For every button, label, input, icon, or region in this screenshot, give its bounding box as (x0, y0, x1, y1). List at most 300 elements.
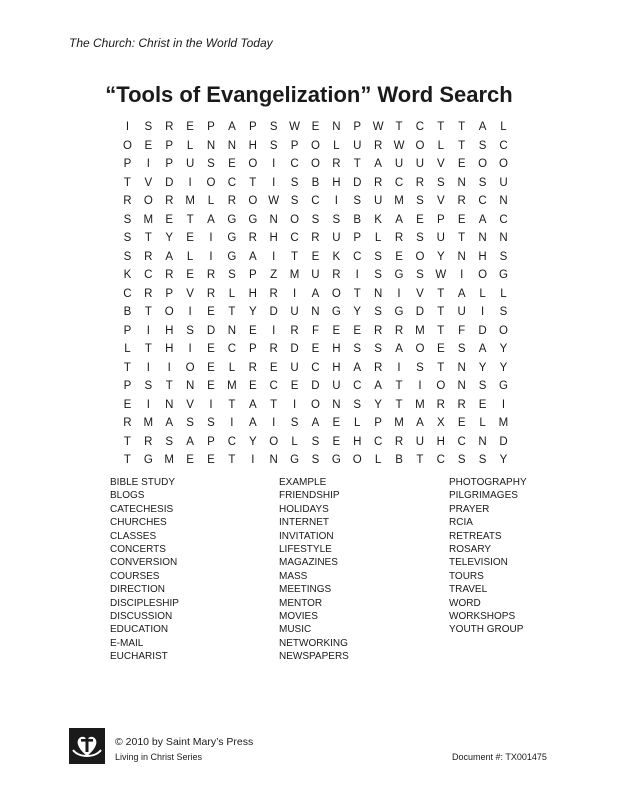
grid-letter: E (207, 306, 215, 319)
grid-letter: U (332, 232, 341, 245)
grid-letter: F (311, 324, 319, 337)
grid-letter: N (185, 380, 195, 393)
grid-letter: H (248, 139, 257, 152)
word-list-item: BIBLE STUDY (110, 477, 176, 488)
document-number: Document #: TX001475 (452, 752, 547, 762)
grid-letter: S (499, 250, 508, 263)
grid-letter: S (478, 454, 487, 467)
grid-letter: S (353, 398, 362, 411)
grid-letter: A (457, 287, 466, 300)
grid-letter: T (228, 398, 236, 411)
word-list-item: WORKSHOPS (449, 610, 516, 622)
grid-letter: I (146, 361, 150, 374)
grid-letter: O (331, 287, 341, 300)
grid-letter: S (207, 417, 215, 430)
grid-letter: R (373, 176, 383, 189)
saint-marys-press-logo-icon (69, 728, 105, 764)
grid-letter: C (311, 195, 320, 208)
grid-letter: H (332, 361, 341, 374)
grid-letter: N (457, 361, 466, 374)
grid-letter: L (500, 121, 507, 134)
grid-letter: E (457, 213, 466, 226)
grid-letter: E (353, 324, 362, 337)
grid-letter: L (354, 417, 361, 430)
grid-letter: O (185, 361, 195, 374)
grid-letter: S (123, 232, 132, 245)
grid-letter: W (393, 139, 405, 152)
grid-letter: H (248, 287, 257, 300)
grid-letter: C (311, 361, 320, 374)
grid-letter: T (437, 121, 445, 134)
grid-letter: R (394, 435, 404, 448)
grid-letter: A (248, 398, 257, 411)
grid-letter: C (123, 287, 132, 300)
grid-letter: N (373, 287, 383, 300)
grid-letter: T (416, 454, 424, 467)
grid-letter: M (289, 269, 300, 282)
grid-letter: I (292, 398, 297, 411)
grid-letter: R (457, 398, 466, 411)
grid-letter: R (165, 121, 174, 134)
grid-letter: H (332, 176, 341, 189)
grid-letter: R (248, 232, 257, 245)
grid-row (117, 211, 515, 230)
grid-letter: Y (353, 306, 362, 319)
grid-letter: V (186, 287, 194, 300)
grid-letter: A (478, 343, 487, 356)
word-list-item: YOUTH GROUP (449, 624, 524, 636)
grid-letter: T (249, 176, 257, 189)
grid-letter: S (144, 121, 153, 134)
grid-letter: R (144, 435, 153, 448)
grid-letter: Y (499, 343, 508, 356)
grid-letter: N (478, 232, 487, 245)
word-list-item: TOURS (449, 570, 484, 582)
grid-letter: N (457, 176, 466, 189)
page-title: “Tools of Evangelization” Word Search (105, 82, 513, 107)
grid-letter: U (353, 139, 362, 152)
grid-letter: S (207, 158, 215, 171)
grid-letter: T (437, 306, 445, 319)
grid-letter: C (436, 454, 445, 467)
grid-letter: D (499, 435, 508, 448)
grid-letter: T (144, 343, 152, 356)
grid-letter: G (499, 269, 508, 282)
grid-letter: T (291, 250, 299, 263)
grid-letter: O (164, 306, 174, 319)
grid-letter: T (437, 361, 445, 374)
grid-letter: R (165, 195, 174, 208)
grid-letter: E (416, 213, 424, 226)
grid-letter: T (228, 454, 236, 467)
word-list-item: NETWORKING (279, 637, 348, 649)
grid-letter: I (397, 361, 401, 374)
grid-letter: S (457, 343, 466, 356)
word-list-item: MOVIES (279, 610, 318, 622)
grid-letter: N (311, 306, 320, 319)
grid-letter: S (290, 417, 299, 430)
grid-letter: A (311, 417, 320, 430)
series-text: Living in Christ Series (115, 752, 203, 762)
grid-letter: R (373, 139, 383, 152)
grid-letter: N (332, 398, 341, 411)
grid-letter: N (269, 213, 278, 226)
grid-letter: S (374, 306, 382, 319)
grid-letter: M (498, 417, 509, 430)
grid-letter: N (457, 250, 466, 263)
grid-letter: T (144, 232, 152, 245)
grid-row (117, 451, 515, 470)
grid-letter: O (122, 139, 132, 152)
grid-letter: T (228, 306, 236, 319)
grid-letter: C (415, 121, 425, 134)
grid-letter: H (353, 435, 362, 448)
grid-letter: T (458, 121, 466, 134)
grid-letter: C (499, 213, 508, 226)
word-list-item: RETREATS (449, 530, 502, 542)
grid-letter: U (373, 195, 383, 208)
grid-letter: I (209, 398, 213, 411)
grid-letter: T (123, 454, 131, 467)
grid-letter: O (143, 195, 153, 208)
grid-letter: R (415, 176, 425, 189)
grid-letter: I (460, 269, 464, 282)
grid-letter: E (207, 454, 215, 467)
grid-letter: E (123, 398, 132, 411)
word-list-column-1 (110, 476, 270, 663)
grid-letter: S (228, 269, 236, 282)
word-search-grid (117, 118, 515, 470)
grid-letter: I (230, 417, 234, 430)
grid-letter: V (416, 287, 424, 300)
grid-letter: E (228, 158, 236, 171)
grid-letter: O (310, 139, 320, 152)
grid-letter: C (373, 435, 383, 448)
grid-row (117, 322, 515, 341)
grid-letter: R (394, 232, 404, 245)
grid-letter: T (123, 361, 131, 374)
grid-letter: C (499, 139, 508, 152)
grid-letter: R (144, 250, 153, 263)
grid-letter: K (123, 269, 132, 282)
grid-letter: A (165, 250, 174, 263)
grid-letter: L (374, 232, 382, 245)
grid-letter: M (143, 417, 154, 430)
grid-letter: E (207, 361, 215, 374)
grid-letter: O (478, 269, 488, 282)
grid-letter: I (418, 380, 422, 393)
grid-row (117, 303, 515, 322)
grid-letter: I (209, 232, 213, 245)
grid-letter: U (185, 158, 195, 171)
grid-letter: M (415, 398, 425, 411)
grid-letter: N (227, 324, 237, 337)
word-list-item: INTERNET (279, 517, 329, 529)
grid-letter: D (165, 176, 174, 189)
grid-letter: D (478, 324, 487, 337)
grid-letter: Y (499, 454, 508, 467)
grid-letter: Z (270, 269, 278, 282)
grid-letter: D (269, 306, 278, 319)
grid-letter: R (436, 398, 445, 411)
grid-letter: R (123, 195, 132, 208)
grid-letter: F (458, 324, 466, 337)
grid-letter: E (457, 417, 466, 430)
grid-letter: S (311, 213, 320, 226)
grid-letter: W (289, 121, 300, 134)
grid-letter: O (478, 158, 488, 171)
grid-letter: R (206, 287, 216, 300)
grid-letter: L (207, 195, 215, 208)
grid-letter: I (188, 343, 192, 356)
word-list-item: MUSIC (279, 624, 312, 636)
grid-letter: P (123, 158, 132, 171)
grid-letter: G (331, 454, 341, 467)
grid-letter: S (290, 176, 299, 189)
grid-letter: S (374, 343, 382, 356)
grid-letter: P (123, 324, 132, 337)
grid-letter: E (332, 435, 341, 448)
word-list-item: PRAYER (449, 503, 490, 515)
grid-letter: R (332, 158, 341, 171)
grid-letter: E (332, 324, 341, 337)
grid-letter: D (415, 306, 425, 319)
grid-letter: S (269, 139, 278, 152)
grid-row (117, 340, 515, 359)
grid-letter: K (374, 213, 382, 226)
grid-letter: E (290, 380, 299, 393)
grid-letter: T (395, 398, 403, 411)
word-list-item: E-MAIL (110, 637, 144, 649)
word-list-item: WORD (449, 597, 481, 609)
grid-letter: P (374, 417, 382, 430)
grid-row (117, 229, 515, 248)
grid-letter: N (332, 121, 341, 134)
word-list-item: PHOTOGRAPHY (449, 477, 527, 488)
grid-letter: I (146, 398, 150, 411)
grid-letter: T (270, 398, 278, 411)
grid-letter: O (415, 250, 425, 263)
word-list-item: CONCERTS (110, 543, 166, 555)
grid-letter: V (144, 176, 153, 189)
grid-letter: A (478, 121, 487, 134)
grid-letter: E (165, 213, 174, 226)
grid-letter: P (353, 121, 362, 134)
grid-letter: A (186, 435, 194, 448)
grid-letter: L (186, 250, 194, 263)
grid-letter: S (499, 306, 508, 319)
grid-letter: C (353, 380, 362, 393)
grid-letter: T (437, 287, 445, 300)
grid-letter: T (123, 435, 131, 448)
grid-letter: S (478, 176, 487, 189)
grid-letter: T (395, 121, 403, 134)
word-list-item: EDUCATION (110, 624, 169, 636)
grid-letter: A (207, 213, 215, 226)
grid-letter: L (228, 361, 236, 374)
grid-letter: E (311, 343, 320, 356)
grid-letter: G (499, 380, 508, 393)
grid-letter: G (227, 232, 237, 245)
grid-letter: R (290, 324, 299, 337)
grid-letter: E (248, 380, 257, 393)
grid-letter: T (458, 139, 466, 152)
word-list-item: DIRECTION (110, 584, 165, 596)
grid-letter: O (248, 195, 258, 208)
grid-letter: G (227, 213, 237, 226)
grid-letter: M (394, 417, 404, 430)
grid-letter: P (165, 158, 174, 171)
grid-row (117, 118, 515, 137)
grid-letter: B (353, 213, 362, 226)
grid-letter: G (331, 306, 341, 319)
grid-letter: O (290, 213, 300, 226)
grid-letter: S (416, 232, 424, 245)
grid-letter: P (248, 343, 257, 356)
grid-letter: P (248, 121, 257, 134)
grid-letter: S (123, 213, 132, 226)
grid-row (117, 359, 515, 378)
grid-letter: Y (165, 232, 174, 245)
grid-letter: R (248, 361, 257, 374)
grid-letter: L (333, 139, 340, 152)
word-list-item: DISCIPLESHIP (110, 597, 179, 609)
grid-letter: U (394, 158, 404, 171)
grid-letter: L (228, 287, 236, 300)
grid-letter: A (248, 250, 257, 263)
grid-letter: C (478, 195, 487, 208)
grid-letter: S (269, 121, 278, 134)
grid-letter: N (227, 139, 237, 152)
grid-letter: O (352, 454, 362, 467)
grid-letter: E (269, 361, 278, 374)
grid-letter: S (374, 269, 382, 282)
grid-letter: C (290, 158, 299, 171)
grid-letter: I (272, 176, 276, 189)
grid-letter: C (290, 232, 299, 245)
grid-letter: T (144, 306, 152, 319)
grid-letter: C (353, 250, 362, 263)
grid-letter: S (374, 250, 382, 263)
grid-letter: U (436, 232, 445, 245)
grid-letter: E (207, 343, 215, 356)
grid-letter: V (186, 398, 194, 411)
grid-letter: U (332, 380, 341, 393)
grid-letter: R (227, 195, 237, 208)
grid-row (117, 155, 515, 174)
grid-letter: I (501, 398, 506, 411)
grid-letter: K (332, 250, 341, 263)
grid-row (117, 266, 515, 285)
grid-letter: P (436, 213, 445, 226)
grid-row (117, 248, 515, 267)
grid-letter: E (186, 269, 194, 282)
grid-letter: I (209, 250, 213, 263)
grid-letter: A (478, 213, 487, 226)
grid-letter: A (395, 213, 403, 226)
grid-letter: I (272, 324, 276, 337)
word-list-item: MASS (279, 570, 308, 582)
grid-letter: Y (478, 361, 487, 374)
grid-letter: E (332, 417, 341, 430)
word-list-column-2 (279, 476, 439, 663)
grid-letter: T (458, 232, 466, 245)
word-list-item: DISCUSSION (110, 610, 173, 622)
grid-letter: G (290, 454, 300, 467)
grid-letter: D (311, 380, 320, 393)
grid-letter: I (272, 158, 276, 171)
grid-letter: I (251, 454, 255, 467)
grid-letter: S (165, 435, 174, 448)
grid-row (117, 174, 515, 193)
grid-letter: V (436, 158, 445, 171)
grid-letter: E (395, 250, 403, 263)
grid-letter: O (269, 435, 279, 448)
grid-letter: C (394, 176, 404, 189)
grid-letter: B (395, 454, 403, 467)
grid-letter: S (144, 380, 153, 393)
grid-letter: L (479, 287, 486, 300)
grid-letter: P (123, 380, 132, 393)
grid-letter: A (248, 417, 257, 430)
grid-letter: L (500, 287, 507, 300)
grid-letter: E (207, 380, 215, 393)
grid-letter: C (144, 269, 153, 282)
grid-letter: P (165, 287, 174, 300)
grid-letter: S (416, 269, 424, 282)
grid-letter: H (332, 343, 341, 356)
grid-row (117, 137, 515, 156)
grid-letter: I (292, 287, 297, 300)
grid-letter: G (143, 454, 153, 467)
word-list-item: INVITATION (279, 530, 334, 542)
word-list-item: CHURCHES (110, 517, 167, 529)
grid-letter: A (311, 287, 320, 300)
grid-letter: T (165, 380, 173, 393)
word-list-item: CONVERSION (110, 557, 178, 569)
grid-letter: H (165, 324, 174, 337)
grid-letter: P (207, 121, 215, 134)
word-list-item: EXAMPLE (279, 477, 327, 488)
grid-letter: S (416, 195, 424, 208)
grid-letter: S (186, 324, 194, 337)
grid-letter: S (332, 213, 341, 226)
grid-letter: R (144, 287, 153, 300)
grid-row (117, 285, 515, 304)
grid-letter: Y (248, 435, 257, 448)
grid-letter: T (186, 213, 194, 226)
grid-letter: G (394, 269, 404, 282)
grid-letter: N (478, 435, 487, 448)
grid-row (117, 433, 515, 452)
word-list-item: PILGRIMAGES (449, 490, 518, 502)
grid-letter: E (436, 343, 445, 356)
grid-letter: R (165, 269, 174, 282)
grid-letter: U (290, 361, 299, 374)
grid-letter: N (499, 232, 508, 245)
grid-letter: S (457, 454, 466, 467)
grid-letter: A (228, 121, 236, 134)
grid-letter: N (499, 195, 508, 208)
grid-letter: D (290, 343, 299, 356)
grid-letter: P (290, 139, 299, 152)
grid-letter: N (206, 139, 216, 152)
grid-letter: X (436, 417, 445, 430)
word-list-item: NEWSPAPERS (279, 651, 349, 663)
grid-letter: P (207, 435, 215, 448)
grid-letter: Y (248, 306, 257, 319)
grid-letter: O (415, 343, 425, 356)
